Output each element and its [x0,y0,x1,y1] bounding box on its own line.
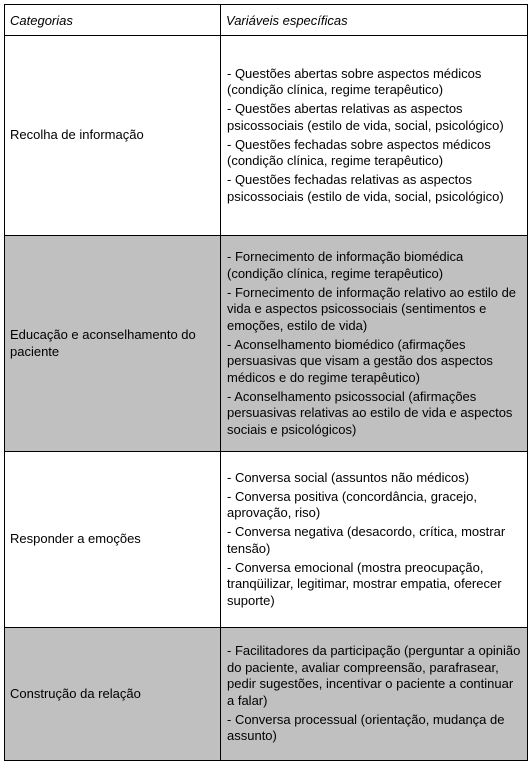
variable-item: - Questões abertas relativas as aspectos psicossociais (estilo de vida, social, psicológico) [227,101,504,133]
variables-cell [221,236,528,452]
variable-item: - Conversa social (assuntos não médicos) [227,469,470,485]
category-cell: Educação e aconselhamento do paciente [5,236,221,452]
variable-item: - Fornecimento de informação relativo ao estilo de vida e aspectos psicossociais (sentimentos e emoções, estilo de vida) [227,284,517,333]
table-row [5,36,528,236]
header-categorias: Categorias [5,5,221,36]
header-variaveis-especificas: Variáveis específicas [221,5,528,36]
variable-item: - Conversa emocional (mostra preocupação, tranqüilizar, legitimar, mostrar empatia, oferecer suporte) [227,559,502,608]
table-row [5,452,528,628]
variables-cell [221,36,528,236]
variables-cell [221,628,528,761]
category-cell: Recolha de informação [5,36,221,236]
variable-item: - Questões fechadas relativas as aspectos psicossociais (estilo de vida, social, psicológico) [227,172,504,204]
variables-cell [221,452,528,628]
variable-item: - Aconselhamento psicossocial (afirmações persuasivas relativas ao estilo de vida e aspectos sociais e psicológicos) [227,388,513,437]
table-row [5,628,528,761]
variable-item: - Conversa negativa (desacordo, crítica, mostrar tensão) [227,524,506,556]
variable-item: - Fornecimento de informação biomédica (condição clínica, regime terapêutico) [227,249,464,281]
table-header-row [5,5,528,36]
variable-item: - Conversa processual (orientação, mudança de assunto) [227,711,505,744]
categories-table [4,4,528,761]
category-cell: Construção da relação [5,628,221,761]
variable-item: - Facilitadores da participação (perguntar a opinião do paciente, avaliar compreensão, parafrasear, pedir sugestões, incentivar o paciente a continuar a falar) [227,643,521,708]
variable-item: - Conversa positiva (concordância, gracejo, aprovação, riso) [227,488,478,521]
variable-item: - Questões fechadas sobre aspectos médicos (condição clínica, regime terapêutico) [227,136,491,169]
category-cell: Responder a emoções [5,452,221,628]
table-row [5,236,528,452]
variable-item: - Questões abertas sobre aspectos médicos (condição clínica, regime terapêutico) [227,65,482,98]
variable-item: - Aconselhamento biomédico (afirmações persuasivas que visam a gestão dos aspectos médicos e do regime terapêutico) [227,336,493,385]
